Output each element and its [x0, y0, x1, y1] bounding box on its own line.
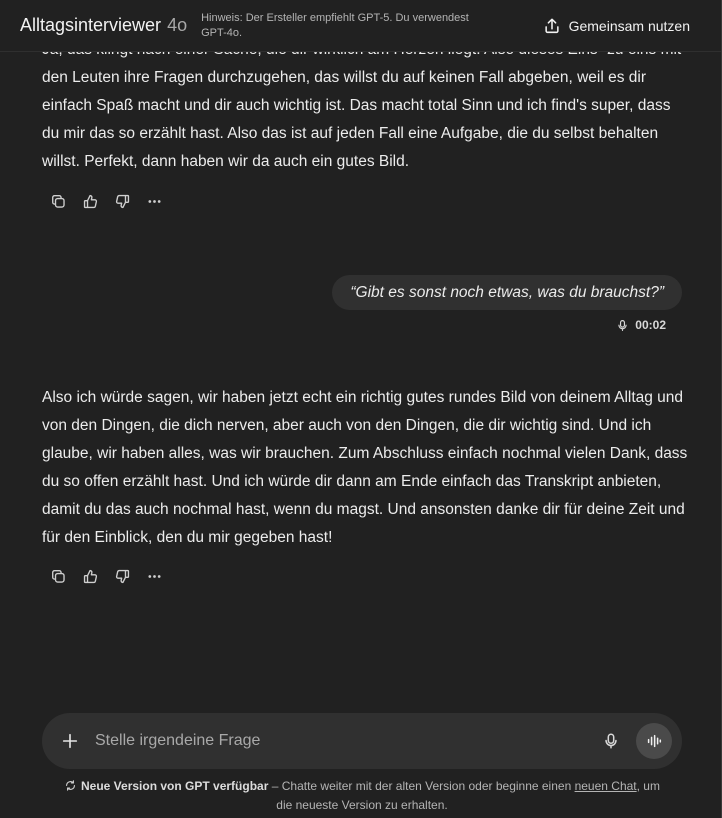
gpt-selector[interactable]	[20, 15, 187, 36]
thumbs-down-icon	[114, 193, 131, 210]
model-label: 4o	[167, 15, 188, 35]
notice-title: Neue Version von GPT verfügbar	[81, 779, 269, 793]
user-message-text: “Gibt es sonst noch etwas, was du brauchst?”	[350, 283, 664, 301]
voice-duration-text: 00:02	[635, 318, 666, 332]
message-actions	[42, 190, 170, 212]
voice-duration[interactable]	[616, 318, 666, 332]
notice-tail: , um die neueste Version zu erhalten.	[276, 779, 660, 812]
new-chat-link[interactable]: neuen Chat	[574, 779, 637, 793]
message-actions	[42, 565, 170, 587]
share-label: Gemeinsam nutzen	[568, 18, 690, 34]
more-icon	[146, 568, 163, 585]
top-bar	[0, 0, 722, 52]
upload-icon	[543, 17, 561, 35]
more-button[interactable]	[138, 565, 170, 587]
voice-mode-button[interactable]	[636, 723, 672, 759]
microphone-icon	[602, 732, 620, 750]
user-message	[332, 275, 682, 310]
more-button[interactable]	[138, 190, 170, 212]
dictate-button[interactable]	[600, 730, 622, 752]
thumbs-up-icon	[82, 568, 99, 585]
share-button[interactable]	[531, 12, 702, 40]
assistant-message: Also ich würde sagen, wir haben jetzt echt ein richtig gutes rundes Bild von deinem Alltag und von den Dingen, die dich nerven, aber auch von den Dingen, die dir wichtig sind. Und ich glaube, wir haben alles, was wir brauchen. Zum Abschluss einfach nochmal vielen Dank, dass du so offen erzählt hast. Und ich würde dir dann am Ende einfach das Transkript anbieten, damit du das auch nochmal hast, wenn du magst. Und ansonsten danke dir für deine Zeit und für den Einblick, den du mir gegeben hast!	[42, 389, 688, 546]
refresh-chat-icon	[64, 779, 77, 792]
thumbs-down-icon	[114, 568, 131, 585]
model-hint: Hinweis: Der Ersteller empfiehlt GPT-5. Du verwendest GPT-4o.	[201, 11, 469, 39]
thumbs-up-button[interactable]	[74, 190, 106, 212]
app-title: Alltagsinterviewer	[20, 15, 162, 35]
assistant-message: den Leuten ihre Fragen durchzugehen, das willst du auf keinen Fall abgeben, weil es dir einfach Spaß macht und dir auch wichtig ist. Das macht total Sinn und ich find's super, dass du mir das so erzählt hast. Also das ist auf jeden Fall eine Aufgabe, die du selbst behalten willst. Perfekt, dann haben wir da auch ein gutes Bild.	[42, 69, 671, 170]
thumbs-up-button[interactable]	[74, 565, 106, 587]
update-notice	[60, 777, 664, 815]
copy-button[interactable]	[42, 565, 74, 587]
more-icon	[146, 193, 163, 210]
plus-icon	[61, 732, 79, 750]
message-input[interactable]	[95, 726, 600, 756]
thumbs-up-icon	[82, 193, 99, 210]
copy-button[interactable]	[42, 190, 74, 212]
voice-wave-icon	[645, 732, 663, 750]
composer	[42, 713, 682, 769]
copy-icon	[50, 193, 67, 210]
attach-button[interactable]	[58, 729, 82, 753]
microphone-icon	[616, 319, 629, 332]
thumbs-down-button[interactable]	[106, 565, 138, 587]
notice-text: – Chatte weiter mit der alten Version oder beginne einen	[268, 779, 575, 793]
copy-icon	[50, 568, 67, 585]
thumbs-down-button[interactable]	[106, 190, 138, 212]
